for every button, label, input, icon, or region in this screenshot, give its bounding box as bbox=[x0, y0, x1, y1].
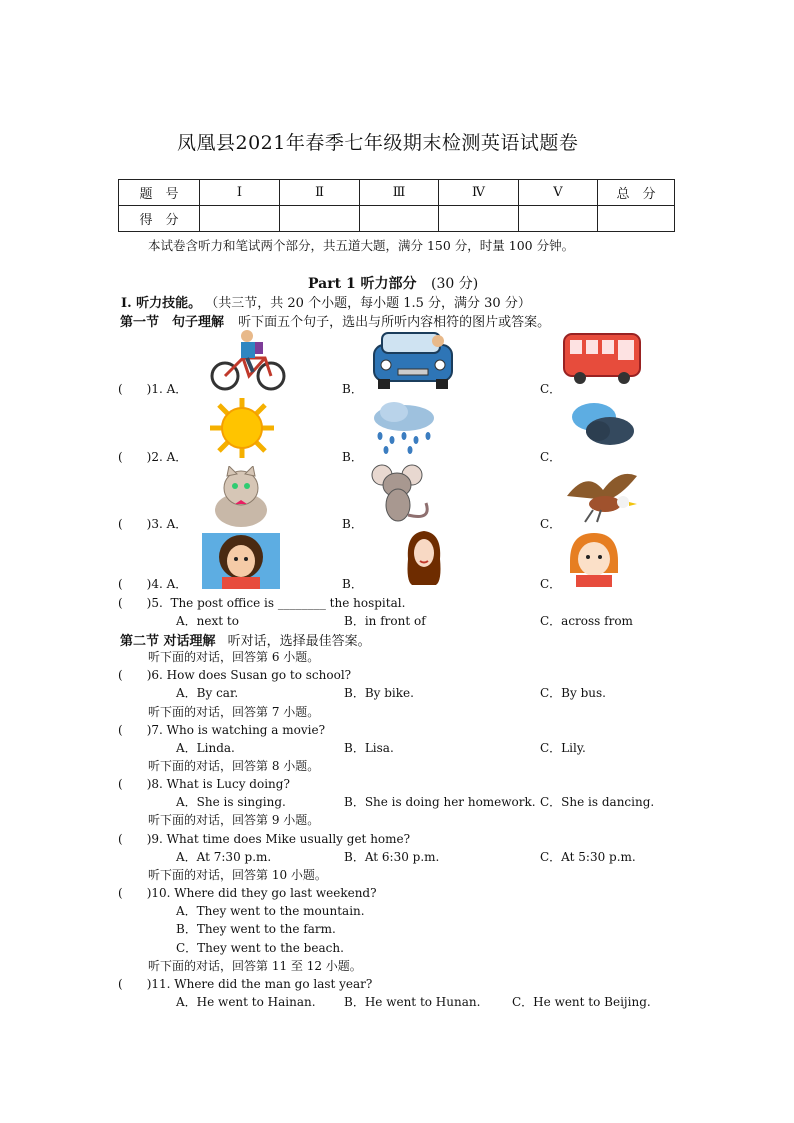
sec1-note: 听下面五个句子，选出与所听内容相符的图片或答案。 bbox=[238, 315, 551, 330]
option-c-label: C． bbox=[540, 517, 562, 531]
score-cell: Ⅰ bbox=[200, 180, 280, 206]
cat-image[interactable] bbox=[205, 466, 275, 528]
q5-stem: ( )5. The post office is ________ the hospital. bbox=[118, 596, 406, 610]
long-hair-woman-image[interactable] bbox=[404, 529, 444, 587]
score-input-cell[interactable] bbox=[598, 206, 675, 232]
sec1-line bbox=[120, 311, 550, 330]
q9-option-a[interactable]: A．At 7:30 p.m. bbox=[176, 850, 272, 864]
q1-label: ( )1. A． bbox=[118, 382, 188, 396]
option-b-label: B． bbox=[342, 577, 363, 591]
q9-stem: ( )9. What time does Mike usually get home? bbox=[118, 832, 411, 846]
listen-note-7: 听下面的对话，回答第 7 小题。 bbox=[148, 705, 320, 719]
score-input-cell[interactable] bbox=[439, 206, 519, 232]
option-c-label: C． bbox=[540, 577, 562, 591]
section-1-line bbox=[121, 292, 531, 311]
q8-option-a[interactable]: A．She is singing. bbox=[176, 795, 286, 809]
q10-option-c[interactable]: C．They went to the beach. bbox=[176, 941, 344, 955]
q11-option-c[interactable]: C．He went to Beijing. bbox=[512, 995, 651, 1009]
q8-option-c[interactable]: C．She is dancing. bbox=[540, 795, 655, 809]
listen-note-6: 听下面的对话，回答第 6 小题。 bbox=[148, 650, 320, 664]
score-table-header-row bbox=[119, 180, 675, 206]
q4-label: ( )4. A． bbox=[118, 577, 188, 591]
q7-stem: ( )7. Who is watching a movie? bbox=[118, 723, 326, 737]
option-c-label: C． bbox=[540, 450, 562, 464]
sec2-note: 听对话，选择最佳答案。 bbox=[227, 634, 371, 649]
score-input-cell[interactable] bbox=[519, 206, 598, 232]
sun-image[interactable] bbox=[203, 396, 281, 460]
sec1-label: 第一节 句子理解 bbox=[120, 315, 225, 330]
mouse-image[interactable] bbox=[366, 463, 438, 527]
q5-option-b[interactable]: B．in front of bbox=[344, 614, 426, 628]
q8-option-b[interactable]: B．She is doing her homework. bbox=[344, 795, 536, 809]
car-driver-image[interactable] bbox=[368, 327, 458, 391]
eagle-image[interactable] bbox=[563, 466, 641, 526]
short-hair-girl-image[interactable] bbox=[566, 531, 622, 587]
section-1-label: Ⅰ. 听力技能。 bbox=[121, 296, 202, 311]
q10-option-a[interactable]: A．They went to the mountain. bbox=[176, 904, 365, 918]
bus-image[interactable] bbox=[562, 328, 642, 386]
q11-option-a[interactable]: A．He went to Hainan. bbox=[176, 995, 316, 1009]
q5-stem-text: The post office is ________ the hospital. bbox=[170, 596, 406, 610]
part-heading-score: (30 分) bbox=[431, 276, 479, 292]
instruction: 本试卷含听力和笔试两个部分，共五道大题，满分 150 分，时量 100 分钟。 bbox=[148, 238, 575, 253]
option-b-label: B． bbox=[342, 517, 363, 531]
q6-option-a[interactable]: A．By car. bbox=[176, 686, 239, 700]
sec2-line bbox=[120, 630, 371, 649]
q7-option-c[interactable]: C．Lily. bbox=[540, 741, 586, 755]
q3-label: ( )3. A． bbox=[118, 517, 188, 531]
cyclist-image[interactable] bbox=[207, 328, 289, 392]
score-cell: Ⅳ bbox=[439, 180, 519, 206]
curly-hair-girl-image[interactable] bbox=[202, 533, 280, 589]
section-1-note: （共三节，共 20 个小题，每小题 1.5 分，满分 30 分） bbox=[205, 296, 531, 311]
q6-stem: ( )6. How does Susan go to school? bbox=[118, 668, 352, 682]
option-b-label: B． bbox=[342, 450, 363, 464]
listen-note-11: 听下面的对话，回答第 11 至 12 小题。 bbox=[148, 959, 362, 973]
q6-option-c[interactable]: C．By bus. bbox=[540, 686, 606, 700]
q10-stem: ( )10. Where did they go last weekend? bbox=[118, 886, 377, 900]
listen-note-9: 听下面的对话，回答第 9 小题。 bbox=[148, 813, 320, 827]
score-cell: 得 分 bbox=[119, 206, 200, 232]
q9-option-c[interactable]: C．At 5:30 p.m. bbox=[540, 850, 636, 864]
q2-label: ( )2. A． bbox=[118, 450, 188, 464]
rain-cloud-image[interactable] bbox=[370, 400, 438, 456]
score-input-cell[interactable] bbox=[200, 206, 280, 232]
q8-stem: ( )8. What is Lucy doing? bbox=[118, 777, 290, 791]
listen-note-8: 听下面的对话，回答第 8 小题。 bbox=[148, 759, 320, 773]
q6-option-b[interactable]: B．By bike. bbox=[344, 686, 414, 700]
sec2-label: 第二节 对话理解 bbox=[120, 634, 216, 649]
score-cell: Ⅴ bbox=[519, 180, 598, 206]
score-cell: 题 号 bbox=[119, 180, 200, 206]
q11-stem: ( )11. Where did the man go last year? bbox=[118, 977, 373, 991]
part-heading bbox=[308, 273, 478, 293]
q5-option-a[interactable]: A．next to bbox=[176, 614, 239, 628]
score-input-cell[interactable] bbox=[280, 206, 360, 232]
q7-option-a[interactable]: A．Linda. bbox=[176, 741, 235, 755]
option-b-label: B． bbox=[342, 382, 363, 396]
score-cell: Ⅲ bbox=[360, 180, 439, 206]
score-input-cell[interactable] bbox=[360, 206, 439, 232]
q5-option-c[interactable]: C．across from bbox=[540, 614, 633, 628]
q11-option-b[interactable]: B．He went to Hunan. bbox=[344, 995, 481, 1009]
q10-option-b[interactable]: B．They went to the farm. bbox=[176, 922, 336, 936]
score-cell: 总 分 bbox=[598, 180, 675, 206]
score-table-score-row bbox=[119, 206, 675, 232]
score-cell: Ⅱ bbox=[280, 180, 360, 206]
q9-option-b[interactable]: B．At 6:30 p.m. bbox=[344, 850, 440, 864]
page-title: 凤凰县2021年春季七年级期末检测英语试题卷 bbox=[177, 132, 579, 154]
listen-note-10: 听下面的对话，回答第 10 小题。 bbox=[148, 868, 327, 882]
q7-option-b[interactable]: B．Lisa. bbox=[344, 741, 394, 755]
option-c-label: C． bbox=[540, 382, 562, 396]
part-heading-label: Part 1 听力部分 bbox=[308, 276, 417, 292]
cloudy-image[interactable] bbox=[568, 399, 636, 449]
score-table bbox=[118, 179, 675, 232]
